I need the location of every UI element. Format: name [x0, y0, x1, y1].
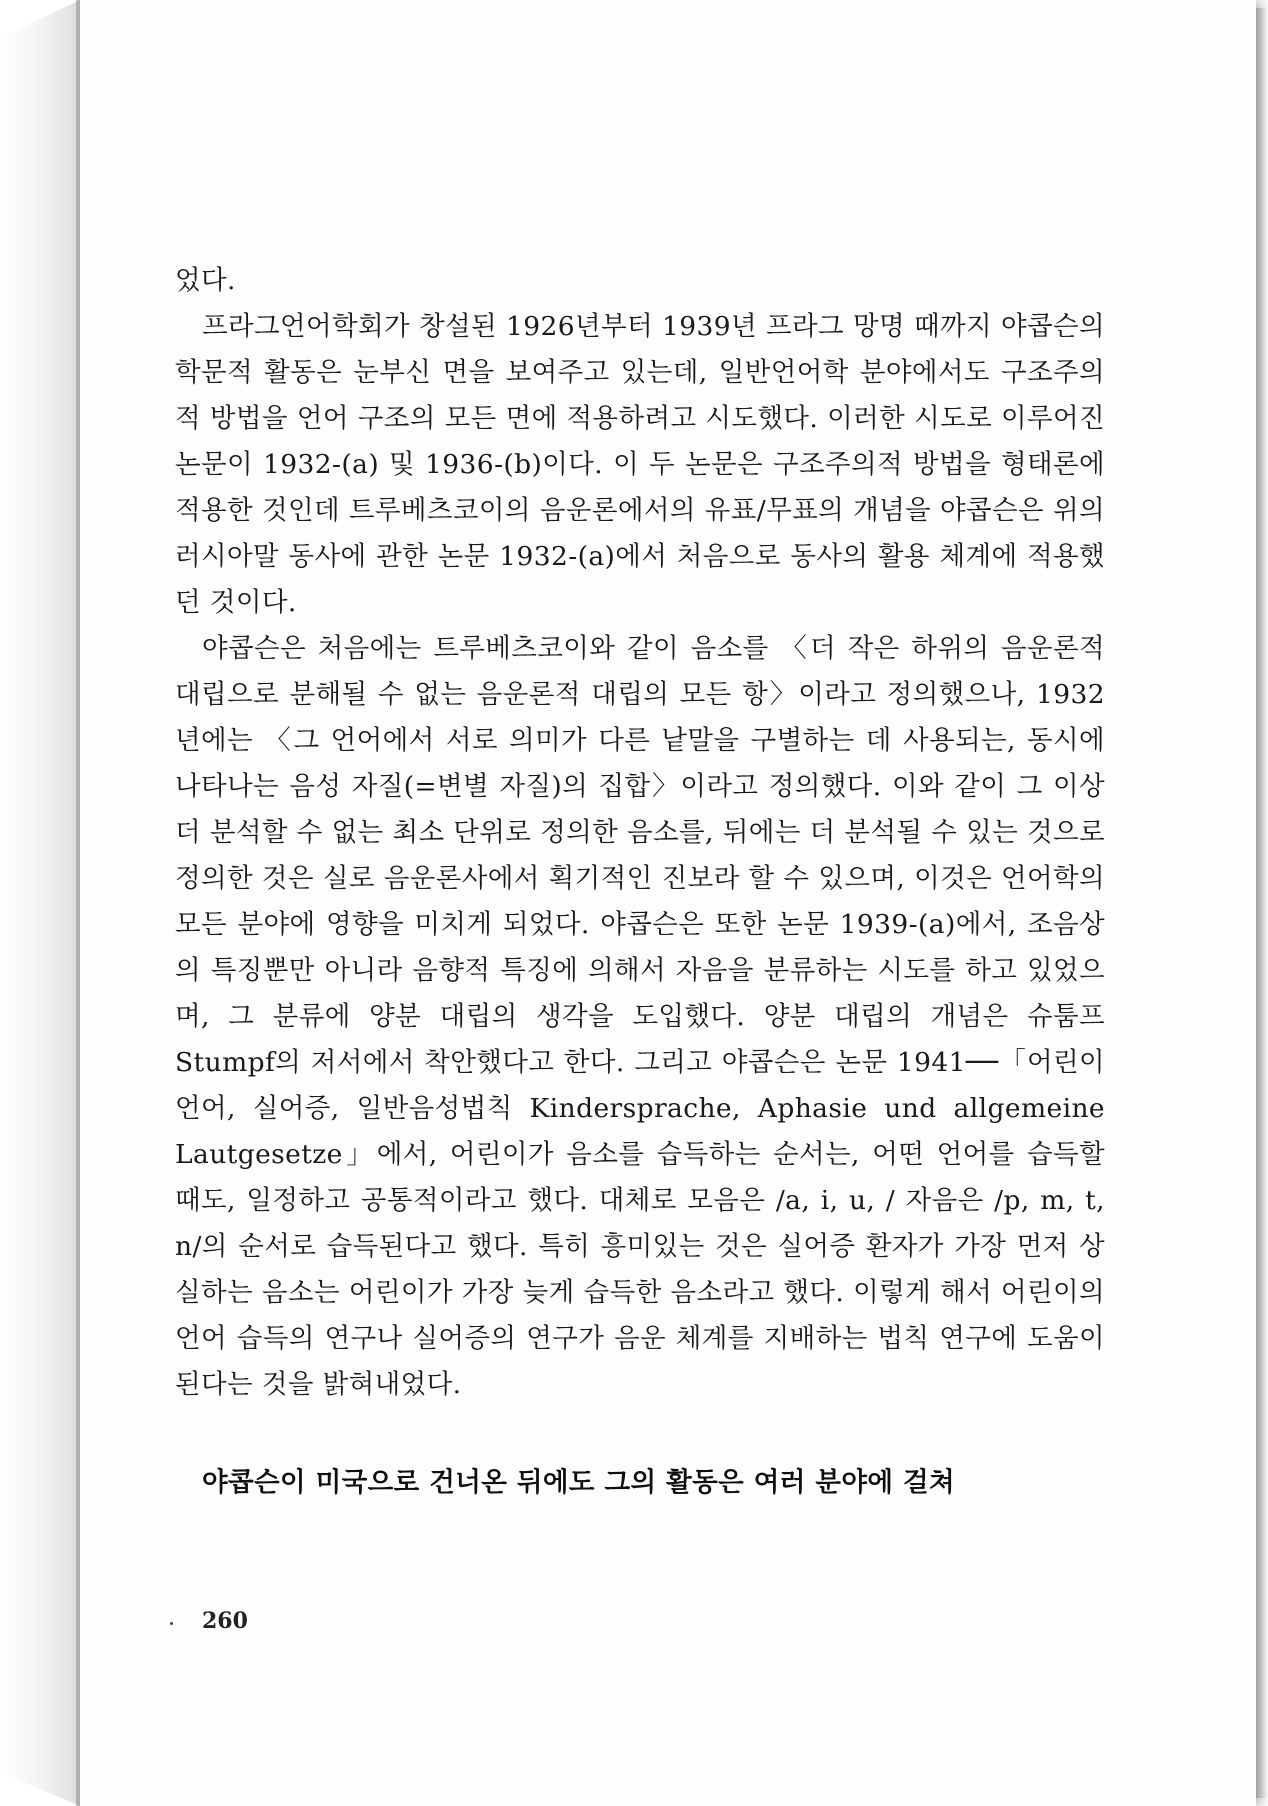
paragraph-continuation: 었다.: [175, 265, 236, 296]
body-text: [175, 258, 1105, 1506]
page-number: 260: [202, 1608, 248, 1634]
paragraph-phoneme-definition: 야콥슨은 처음에는 트루베츠코이와 같이 음소를 〈더 작은 하위의 음운론적 대립으로 분해될 수 없는 음운론적 대립의 모든 항〉이라고 정의했으나, 1932년에는 〈그 언어에서 서로 의미가 다른 낱말을 구별하는 데 사용되는, 동시에 나타나는 음성 자질(=변별 자질)의 집합〉이라고 정의했다. 이와 같이 그 이상 더 분석할 수 없는 최소 단위로 정의한 음소를, 뒤에는 더 분석될 수 있는 것으로 정의한 것은 실로 음운론사에서 획기적인 진보라 할 수 있으며, 이것은 언어학의 모든 분야에 영향을 미치게 되었다. 야콥슨은 또한 논문 1939-(a)에서, 조음상의 특징뿐만 아니라 음향적 특징에 의해서 자음을 분류하는 시도를 하고 있었으며, 그 분류에 양분 대립의 생각을 도입했다. 양분 대립의 개념은 슈툼프 Stumpf의 저서에서 착안했다고 한다. 그리고 야콥슨은 논문 1941──「어린이언어, 실어증, 일반음성법칙 Kindersprache, Aphasie und allgemeine Lautgesetze」에서, 어린이가 음소를 습득하는 순서는, 어떤 언어를 습득할 때도, 일정하고 공통적이라고 했다. 대체로 모음은 /a, i, u, / 자음은 /p, m, t, n/의 순서로 습득된다고 했다. 특히 흥미있는 것은 실어증 환자가 가장 먼저 상실하는 음소는 어린이가 가장 늦게 습득한 음소라고 했다. 이렇게 해서 어린이의 언어 습득의 연구나 실어증의 연구가 음운 체계를 지배하는 법칙 연구에 도움이 된다는 것을 밝혀내었다.: [175, 633, 1105, 1400]
page-shadow: [1256, 8, 1268, 1798]
book-page-stack-edge: [0, 0, 80, 1806]
paragraph-prague-circle: 프라그언어학회가 창설된 1926년부터 1939년 프라그 망명 때까지 야콥슨의 학문적 활동은 눈부신 면을 보여주고 있는데, 일반언어학 분야에서도 구조주의적 방법을 언어 구조의 모든 면에 적용하려고 시도했다. 이러한 시도로 이루어진 논문이 1932-(a) 및 1936-(b)이다. 이 두 논문은 구조주의적 방법을 형태론에 적용한 것인데 트루베츠코이의 음운론에서의 유표/무표의 개념을 야콥슨은 위의 러시아말 동사에 관한 논문 1932-(a)에서 처음으로 동사의 활용 체계에 적용했던 것이다.: [175, 311, 1105, 618]
print-speck: [170, 1622, 173, 1625]
paragraph-america: 야콥슨이 미국으로 건너온 뒤에도 그의 활동은 여러 분야에 걸쳐: [202, 1467, 955, 1498]
